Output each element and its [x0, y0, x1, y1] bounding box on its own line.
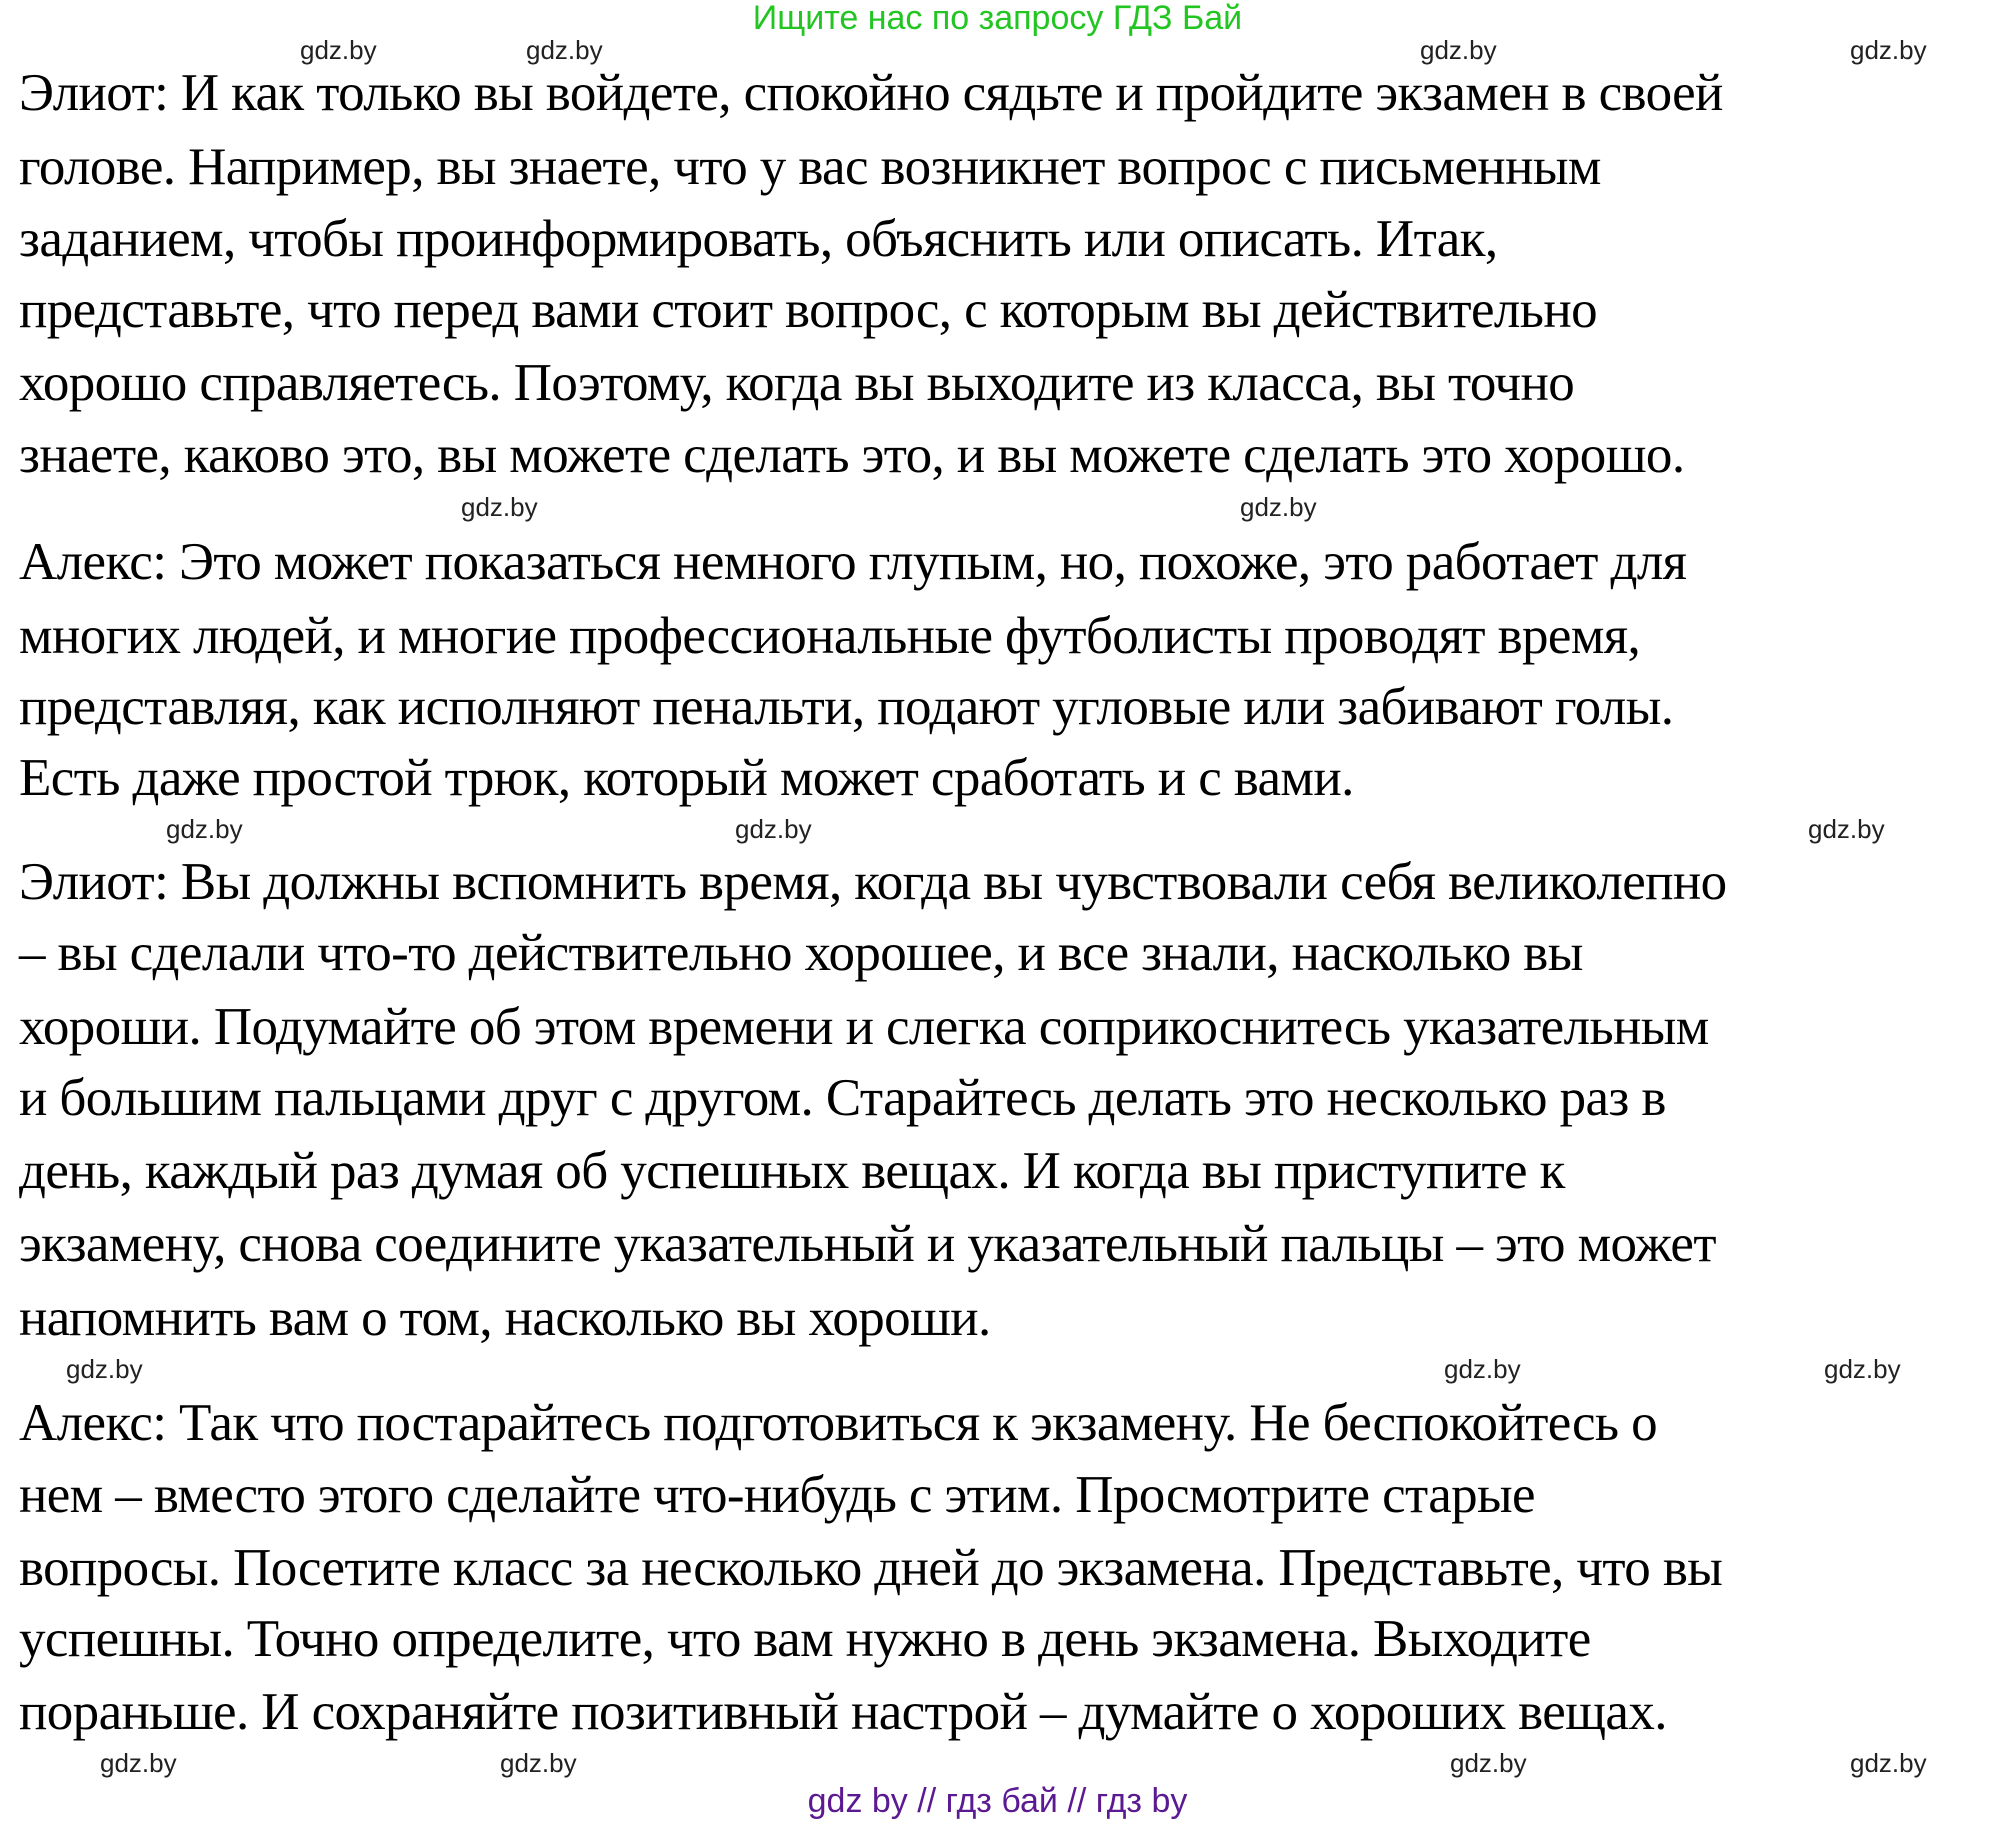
watermark: gdz.by	[1850, 1748, 1927, 1778]
promo-banner: Ищите нас по запросу ГДЗ Бай	[752, 0, 1243, 37]
text-line: и большим пальцами друг с другом. Старайтесь делать это несколько раз в	[19, 1069, 1666, 1127]
footer-links[interactable]: gdz by // гдз бай // гдз by	[807, 1782, 1188, 1820]
text-line: представляя, как исполняют пенальти, подают угловые или забивают голы.	[19, 678, 1674, 736]
text-line: вопросы. Посетите класс за несколько дней до экзамена. Представьте, что вы	[19, 1539, 1723, 1597]
watermark: gdz.by	[461, 492, 538, 522]
text-line: многих людей, и многие профессиональные футболисты проводят время,	[19, 607, 1641, 665]
watermark: gdz.by	[500, 1748, 577, 1778]
watermark: gdz.by	[300, 35, 377, 65]
watermark: gdz.by	[1444, 1354, 1521, 1384]
text-line: голове. Например, вы знаете, что у вас возникнет вопрос с письменным	[19, 138, 1601, 196]
watermark: gdz.by	[66, 1354, 143, 1384]
text-line: Алекс: Так что постарайтесь подготовиться к экзамену. Не беспокойтесь о	[19, 1394, 1658, 1452]
text-line: знаете, каково это, вы можете сделать это, и вы можете сделать это хорошо.	[19, 426, 1685, 484]
text-line: успешны. Точно определите, что вам нужно в день экзамена. Выходите	[19, 1610, 1591, 1668]
watermark: gdz.by	[526, 35, 603, 65]
watermark: gdz.by	[1240, 492, 1317, 522]
watermark: gdz.by	[100, 1748, 177, 1778]
watermark: gdz.by	[1850, 35, 1927, 65]
text-line: Есть даже простой трюк, который может сработать и с вами.	[19, 749, 1354, 807]
watermark: gdz.by	[1824, 1354, 1901, 1384]
text-line: заданием, чтобы проинформировать, объяснить или описать. Итак,	[19, 210, 1498, 268]
text-line: напомнить вам о том, насколько вы хороши.	[19, 1289, 991, 1347]
text-line: экзамену, снова соедините указательный и указательный пальцы – это может	[19, 1215, 1716, 1273]
watermark: gdz.by	[166, 814, 243, 844]
text-line: день, каждый раз думая об успешных вещах. И когда вы приступите к	[19, 1142, 1565, 1200]
text-line: Алекс: Это может показаться немного глупым, но, похоже, это работает для	[19, 533, 1687, 591]
text-line: представьте, что перед вами стоит вопрос, с которым вы действительно	[19, 281, 1597, 339]
text-line: Элиот: Вы должны вспомнить время, когда вы чувствовали себя великолепно	[19, 853, 1727, 911]
watermark: gdz.by	[735, 814, 812, 844]
text-line: хорошо справляетесь. Поэтому, когда вы выходите из класса, вы точно	[19, 354, 1575, 412]
watermark: gdz.by	[1420, 35, 1497, 65]
watermark: gdz.by	[1808, 814, 1885, 844]
text-line: Элиот: И как только вы войдете, спокойно сядьте и пройдите экзамен в своей	[19, 64, 1723, 122]
text-line: пораньше. И сохраняйте позитивный настрой – думайте о хороших вещах.	[19, 1683, 1667, 1741]
text-line: – вы сделали что-то действительно хорошее, и все знали, насколько вы	[19, 924, 1583, 982]
text-line: хороши. Подумайте об этом времени и слегка соприкоснитесь указательным	[19, 998, 1709, 1056]
watermark: gdz.by	[1450, 1748, 1527, 1778]
text-line: нем – вместо этого сделайте что-нибудь с этим. Просмотрите старые	[19, 1466, 1535, 1524]
